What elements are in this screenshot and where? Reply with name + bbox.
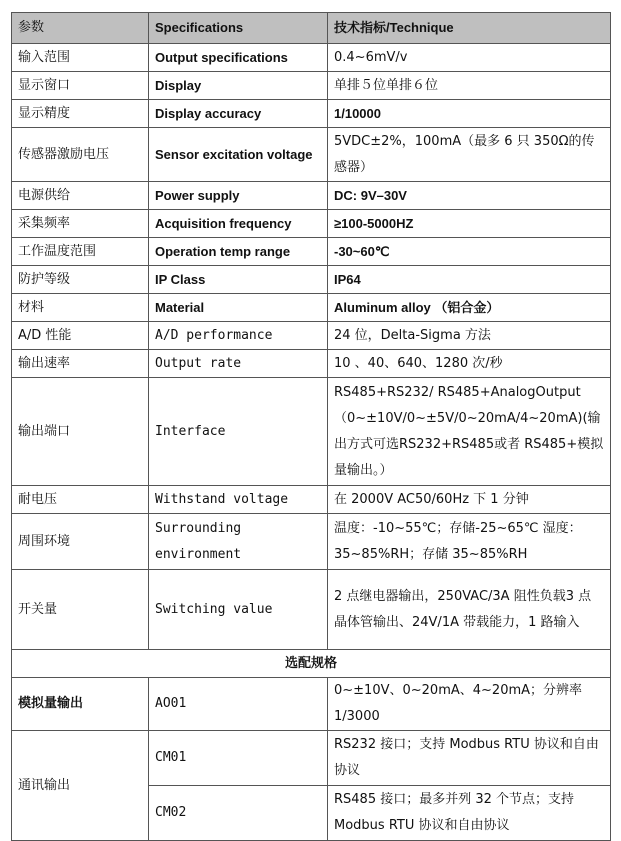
table-row — [12, 128, 611, 182]
table-row — [12, 100, 611, 128]
table-row — [12, 182, 611, 210]
code-cell: AO01 — [149, 678, 328, 731]
param-cell: 电源供给 — [12, 182, 149, 210]
param-cell: 通讯输出 — [12, 731, 149, 841]
table-row — [12, 322, 611, 350]
param-cell: 输出端口 — [12, 378, 149, 486]
spec-cell: IP Class — [149, 266, 328, 294]
spec-cell: Switching value — [149, 570, 328, 650]
param-cell: 工作温度范围 — [12, 238, 149, 266]
value-cell: 在 2000V AC50/60Hz 下 1 分钟 — [328, 486, 611, 514]
value-cell: RS232 接口；支持 Modbus RTU 协议和自由协议 — [328, 731, 611, 786]
param-cell: A/D 性能 — [12, 322, 149, 350]
value-cell: 0~±10V、0~20mA、4~20mA；分辨率 1/3000 — [328, 678, 611, 731]
value-cell: -30~60℃ — [328, 238, 611, 266]
spec-cell: Acquisition frequency — [149, 210, 328, 238]
spec-cell: Surrounding environment — [149, 514, 328, 570]
param-cell: 材料 — [12, 294, 149, 322]
table-row — [12, 210, 611, 238]
param-cell: 模拟量输出 — [12, 678, 149, 731]
spec-cell: Interface — [149, 378, 328, 486]
spec-cell: Material — [149, 294, 328, 322]
spec-cell: Display — [149, 72, 328, 100]
param-cell: 防护等级 — [12, 266, 149, 294]
param-cell: 采集频率 — [12, 210, 149, 238]
table-row — [12, 678, 611, 731]
value-cell: Aluminum alloy （铝合金） — [328, 294, 611, 322]
value-cell: 2 点继电器输出，250VAC/3A 阻性负载3 点晶体管输出、24V/1A 带载能力，1 路输入 — [328, 570, 611, 650]
header-technique: 技术指标/Technique — [328, 13, 611, 44]
value-cell: 单排５位单排６位 — [328, 72, 611, 100]
table-row — [12, 731, 611, 786]
spec-cell: Output rate — [149, 350, 328, 378]
spec-cell: Withstand voltage — [149, 486, 328, 514]
param-cell: 显示窗口 — [12, 72, 149, 100]
table-row — [12, 44, 611, 72]
param-cell: 输出速率 — [12, 350, 149, 378]
table-row — [12, 72, 611, 100]
table-row — [12, 350, 611, 378]
table-row — [12, 514, 611, 570]
table-row — [12, 238, 611, 266]
param-cell: 传感器激励电压 — [12, 128, 149, 182]
spec-cell: Operation temp range — [149, 238, 328, 266]
table-row — [12, 486, 611, 514]
spec-table — [11, 12, 611, 841]
value-cell: RS485+RS232/ RS485+AnalogOutput （0~±10V/0~±5V/0~20mA/4~20mA)(输出方式可选RS232+RS485或者 RS485+模拟量输出。） — [328, 378, 611, 486]
param-cell: 显示精度 — [12, 100, 149, 128]
section-title: 选配规格 — [12, 650, 611, 678]
value-cell: 0.4~6mV/v — [328, 44, 611, 72]
value-cell: 5VDC±2%，100mA（最多 6 只 350Ω的传感器） — [328, 128, 611, 182]
param-cell: 耐电压 — [12, 486, 149, 514]
table-row — [12, 570, 611, 650]
value-cell: 1/10000 — [328, 100, 611, 128]
spec-cell: Sensor excitation voltage — [149, 128, 328, 182]
value-cell: IP64 — [328, 266, 611, 294]
header-param: 参数 — [12, 13, 149, 44]
spec-cell: A/D performance — [149, 322, 328, 350]
param-cell: 输入范围 — [12, 44, 149, 72]
spec-cell: Display accuracy — [149, 100, 328, 128]
table-row — [12, 378, 611, 486]
value-cell: RS485 接口；最多并列 32 个节点；支持 Modbus RTU 协议和自由协议 — [328, 786, 611, 841]
code-cell: CM01 — [149, 731, 328, 786]
param-cell: 周围环境 — [12, 514, 149, 570]
spec-cell: Output specifications — [149, 44, 328, 72]
value-cell: DC: 9V–30V — [328, 182, 611, 210]
value-cell: 温度：-10~55℃；存储-25~65℃ 湿度：35~85%RH；存储 35~85%RH — [328, 514, 611, 570]
table-row — [12, 294, 611, 322]
param-cell: 开关量 — [12, 570, 149, 650]
table-row — [12, 266, 611, 294]
value-cell: ≥100-5000HZ — [328, 210, 611, 238]
value-cell: 24 位，Delta-Sigma 方法 — [328, 322, 611, 350]
code-cell: CM02 — [149, 786, 328, 841]
spec-cell: Power supply — [149, 182, 328, 210]
value-cell: 10 、40、640、1280 次/秒 — [328, 350, 611, 378]
section-row — [12, 650, 611, 678]
header-specifications: Specifications — [149, 13, 328, 44]
table-header-row — [12, 13, 611, 44]
